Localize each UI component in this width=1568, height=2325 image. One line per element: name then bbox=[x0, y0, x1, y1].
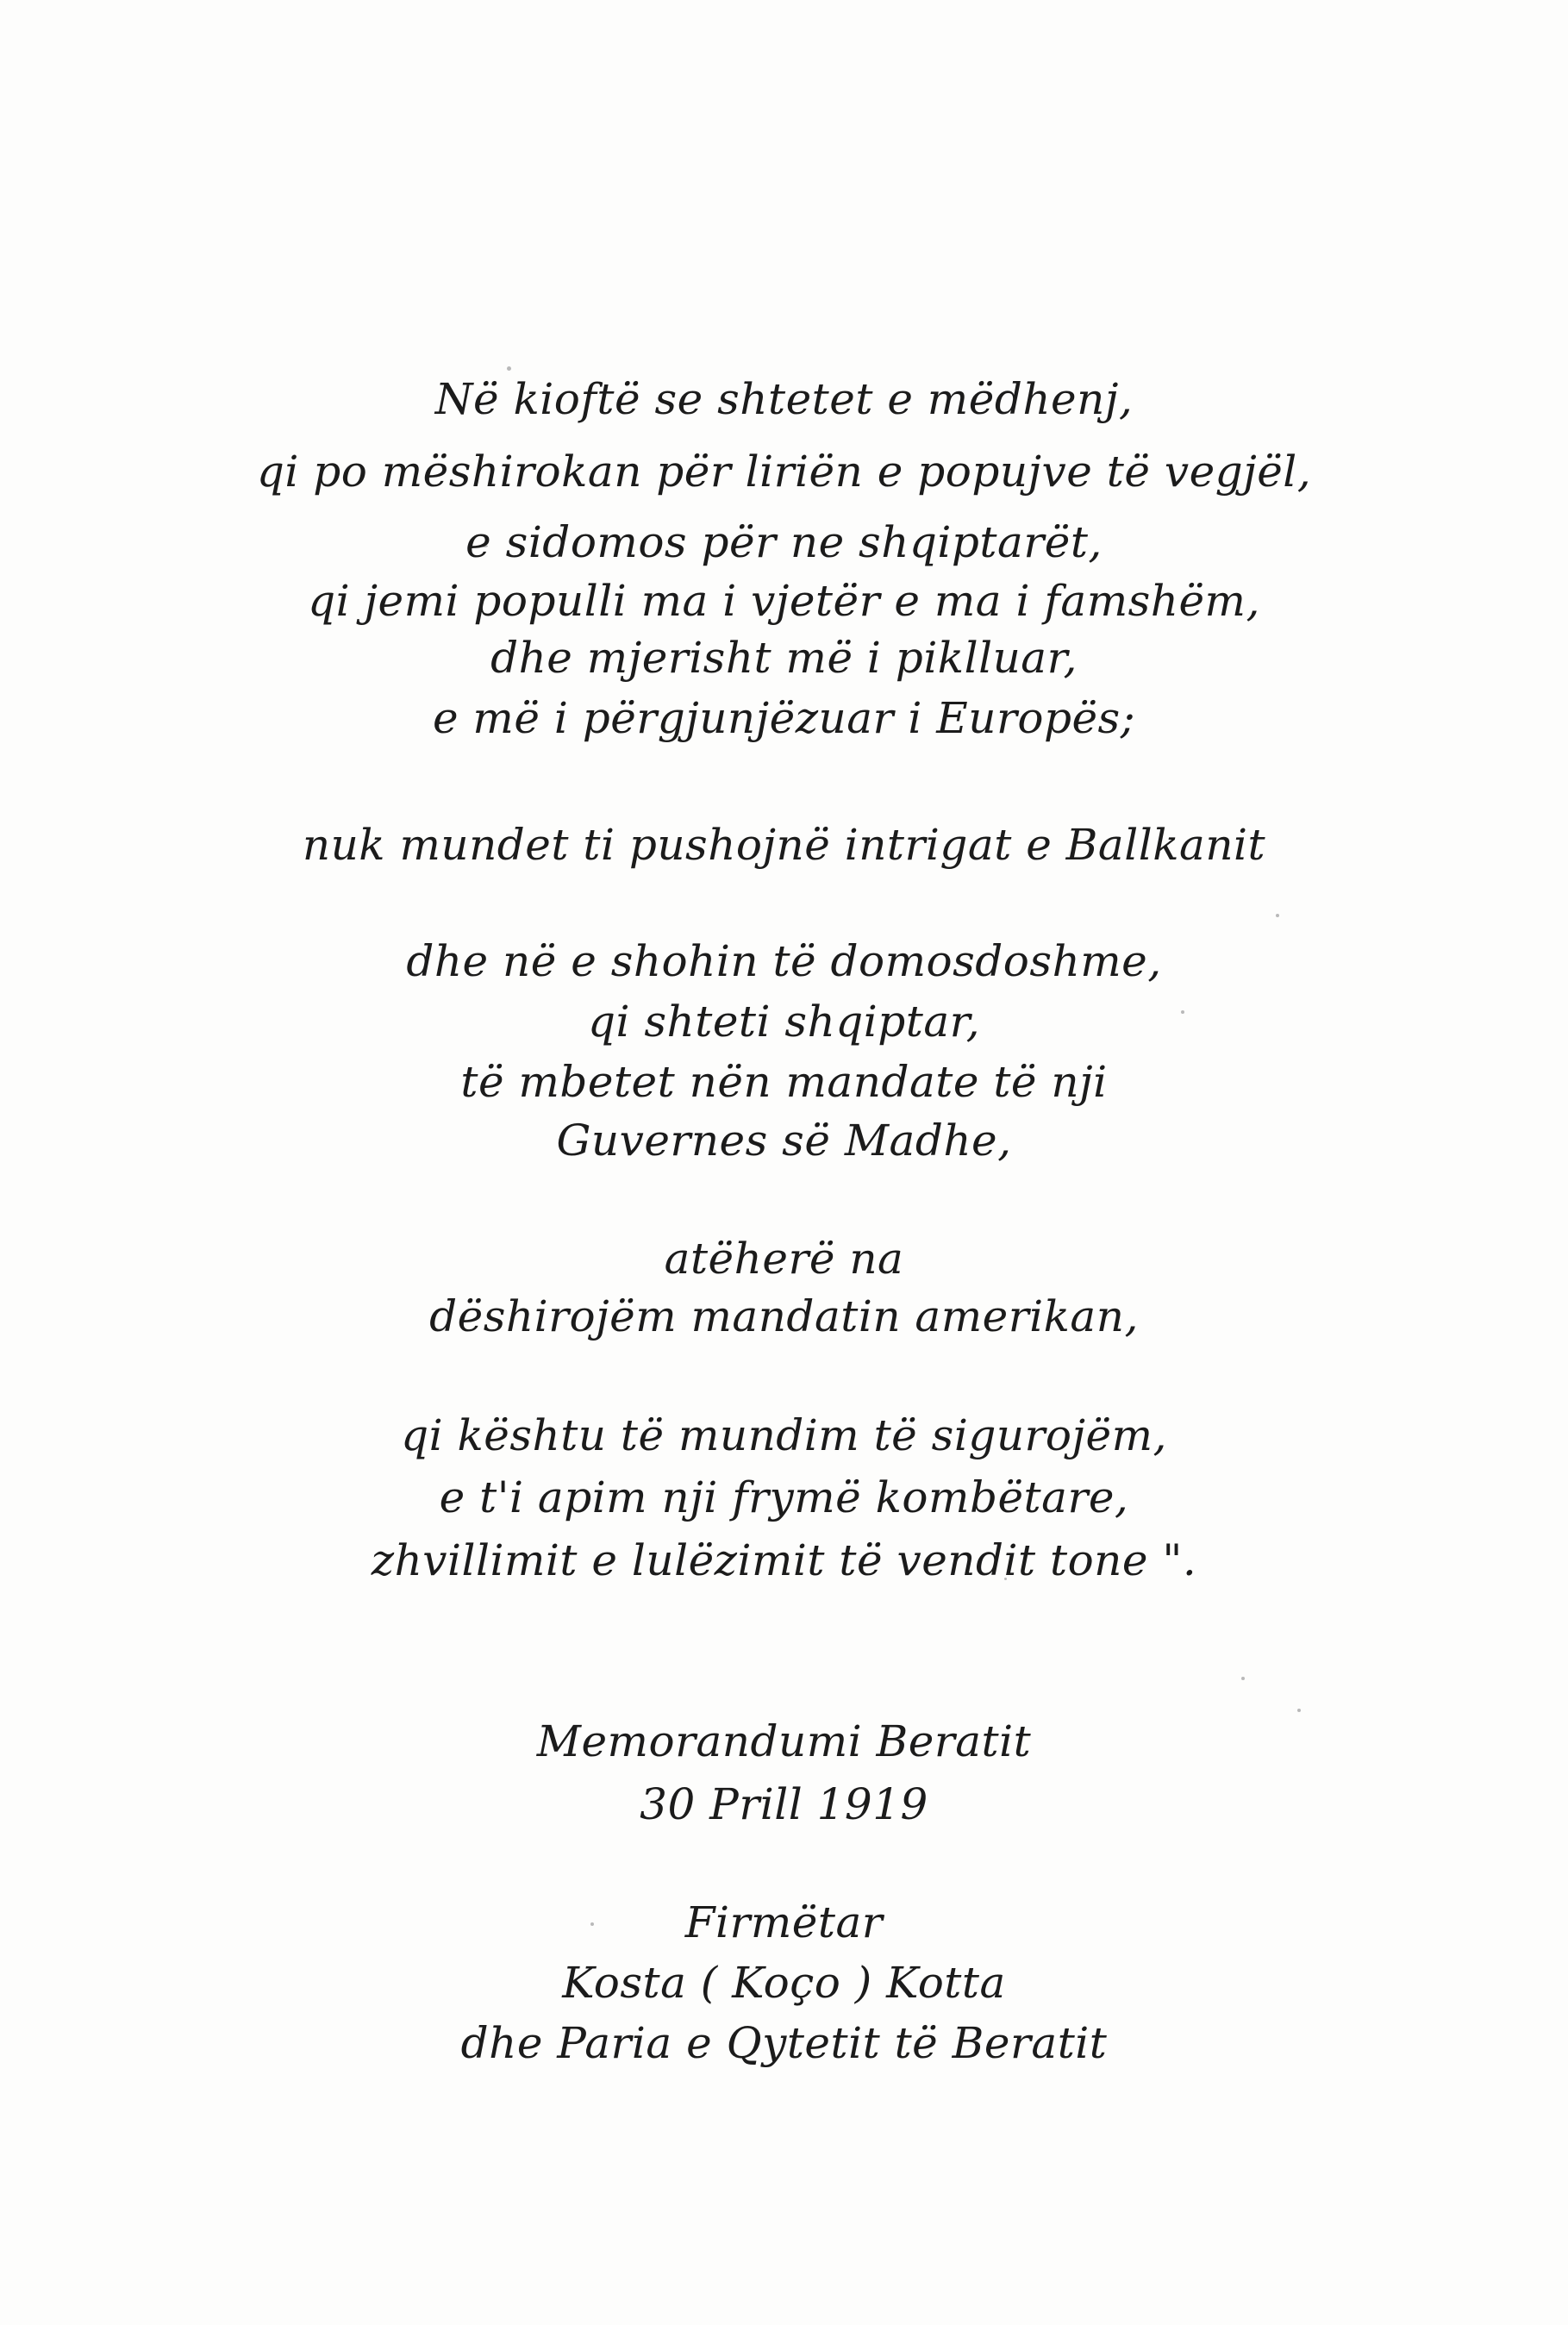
poem-line: Guvernes së Madhe, bbox=[556, 1116, 1012, 1166]
poem-line: atëherë na bbox=[664, 1234, 904, 1284]
scan-speck bbox=[1241, 1677, 1245, 1680]
poem-line: Në kioftë se shtetet e mëdhenj, bbox=[434, 374, 1134, 424]
poem-line: dëshirojëm mandatin amerikan, bbox=[429, 1291, 1139, 1341]
scan-speck bbox=[507, 366, 511, 371]
poem-line: të mbetet nën mandate të nji bbox=[460, 1057, 1108, 1107]
poem-line: qi kështu të mundim të sigurojëm, bbox=[401, 1410, 1167, 1460]
poem-line: dhe në e shohin të domosdoshme, bbox=[406, 936, 1162, 986]
signatories-heading: Firmëtar bbox=[684, 1897, 884, 1947]
poem-line: e sidomos për ne shqiptarët, bbox=[465, 517, 1103, 567]
poem-line: dhe mjerisht më i piklluar, bbox=[490, 633, 1078, 683]
signatory-name: dhe Paria e Qytetit të Beratit bbox=[460, 2018, 1108, 2068]
scan-speck bbox=[1276, 914, 1279, 917]
poem-line: e t'i apim nji frymë kombëtare, bbox=[439, 1472, 1129, 1522]
source-date: 30 Prill 1919 bbox=[640, 1779, 928, 1829]
scan-speck bbox=[1297, 1709, 1301, 1712]
poem-line: zhvillimit e lulëzimit të vendit tone ". bbox=[371, 1535, 1197, 1585]
poem-line: qi po mëshirokan për liriën e popujve të vegjël, bbox=[256, 447, 1312, 497]
source-title: Memorandumi Beratit bbox=[536, 1716, 1032, 1766]
poem-line: nuk mundet ti pushojnë intrigat e Ballkanit bbox=[302, 820, 1266, 870]
poem-line: e më i përgjunjëzuar i Europës; bbox=[432, 693, 1136, 743]
poem-line: qi jemi populli ma i vjetër e ma i famshëm, bbox=[308, 576, 1260, 626]
poem-line: qi shteti shqiptar, bbox=[588, 997, 980, 1047]
signatory-name: Kosta ( Koço ) Kotta bbox=[562, 1958, 1006, 2008]
